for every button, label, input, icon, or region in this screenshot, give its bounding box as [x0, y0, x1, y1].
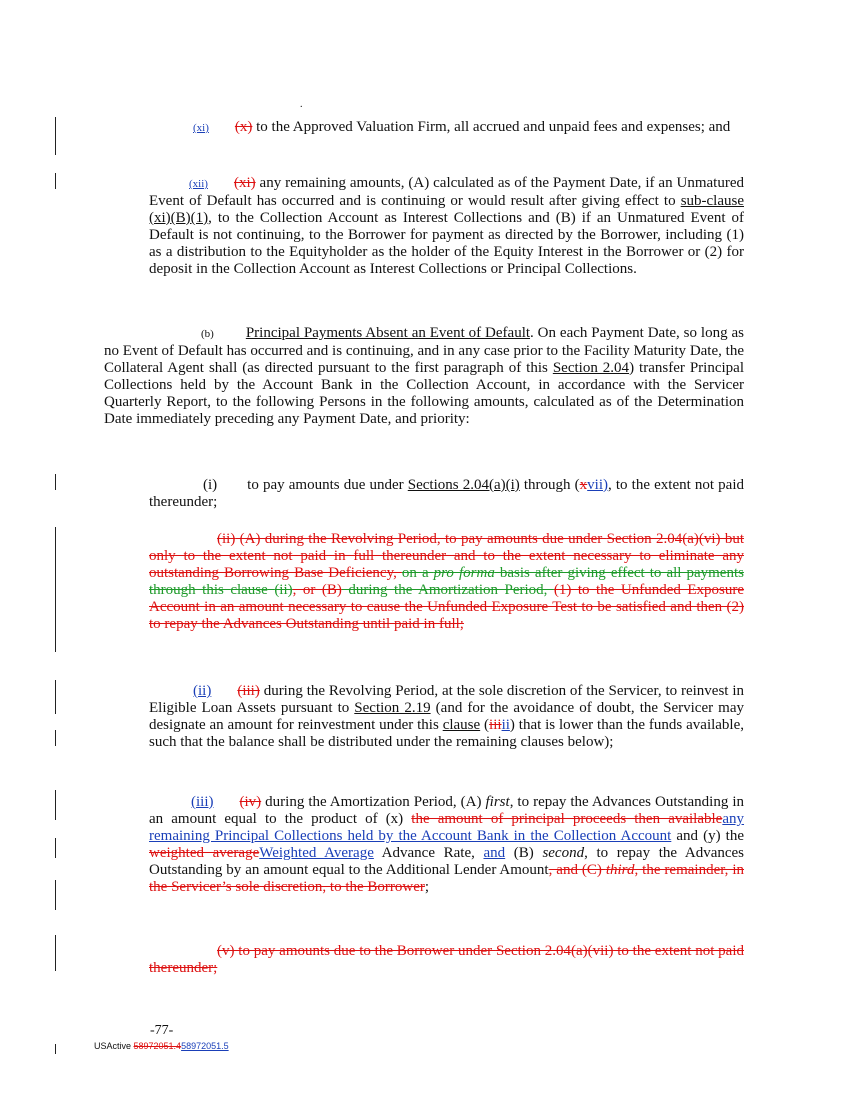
change-bar [55, 117, 56, 155]
item-ii-deleted: (ii) (A) during the Revolving Period, to pay amounts due under Section 2.04(a)(vi) but only to the extent not paid in full thereunder and to the extent necessary to eliminate any outstanding Borrowing Base Deficiency, on a pro forma basis after giving effect to all payments through this clause (ii), or (B) during the Amortization Period, (1) to the Unfunded Exposure Account in an amount necessary to cause the Unfunded Exposure Test to be satisfied and then (2) to repay the Advances Outstanding until paid in full; [149, 531, 745, 632]
clause-xii: (xii) (xi) any remaining amounts, (A) calculated as of the Payment Date, if an Unmatured Event of Default has occurred and is continuing or would result after giving effect to sub-clause (xi)(B)(1), to the Collection Account as Interest Collections and (B) if an Unmatured Event of Default is not continuing, to the Borrower for payment as directed by the Borrower, including (1) as a distribution to the Equityholder as the holder of the Equity Interest in the Borrower or (2) for deposit in the Collection Account as Interest Collections or Principal Collections. [149, 175, 744, 277]
change-bar [55, 527, 56, 652]
change-bar [55, 680, 56, 714]
change-bar [55, 173, 56, 189]
stray-mark: . [300, 99, 303, 110]
clause-xi: (xi) (x) to the Approved Valuation Firm, all accrued and unpaid fees and expenses; and [193, 119, 731, 135]
change-bar [55, 838, 56, 858]
item-iii: (iii) (iv) during the Amortization Period, (A) first, to repay the Advances Outstanding in an amount equal to the product of (x) the amount of principal proceeds then availableany remaining Principal Collections held by the Account Bank in the Collection Account and (y) the weighted averageWeighted Average Advance Rate, and (B) second, to repay the Advances Outstanding by an amount equal to the Additional Lender Amount, and (C) third, the remainder, in the Servicer’s sole discretion, to the Borrower; [149, 794, 745, 895]
change-bar [55, 730, 56, 746]
section-b: (b) Principal Payments Absent an Event of Default. On each Payment Date, so long as no Event of Default has occurred and is continuing, and in any case prior to the Facility Maturity Date, the Collateral Agent shall (as directed pursuant to the first paragraph of this Section 2.04) transfer Principal Collections held by the Account Bank in the Collection Account, in accordance with the Servicer Quarterly Report, to the following Persons in the following amounts, calculated as of the Determination Date immediately preceding any Payment Date, and priority: [104, 325, 744, 427]
change-bar [55, 935, 56, 971]
page-number: -77- [150, 1023, 174, 1038]
item-ii: (ii) (iii) during the Revolving Period, at the sole discretion of the Servicer, to reinvest in Eligible Loan Assets pursuant to Section 2.19 (and for the avoidance of doubt, the Servicer may designate an amount for reinvestment under this clause (iiiii) that is lower than the funds available, such that the balance shall be distributed under the remaining clauses below); [149, 683, 745, 750]
change-bar [55, 1044, 56, 1054]
item-i: (i) to pay amounts due under Sections 2.04(a)(i) through (xvii), to the extent not paid thereunder; [149, 477, 745, 510]
change-bar [55, 790, 56, 820]
change-bar [55, 474, 56, 490]
change-bar [55, 880, 56, 910]
footer-docid: USActive 58972051.458972051.5 [94, 1041, 229, 1051]
item-v-deleted: (v) to pay amounts due to the Borrower under Section 2.04(a)(vii) to the extent not paid thereunder; [149, 943, 744, 976]
